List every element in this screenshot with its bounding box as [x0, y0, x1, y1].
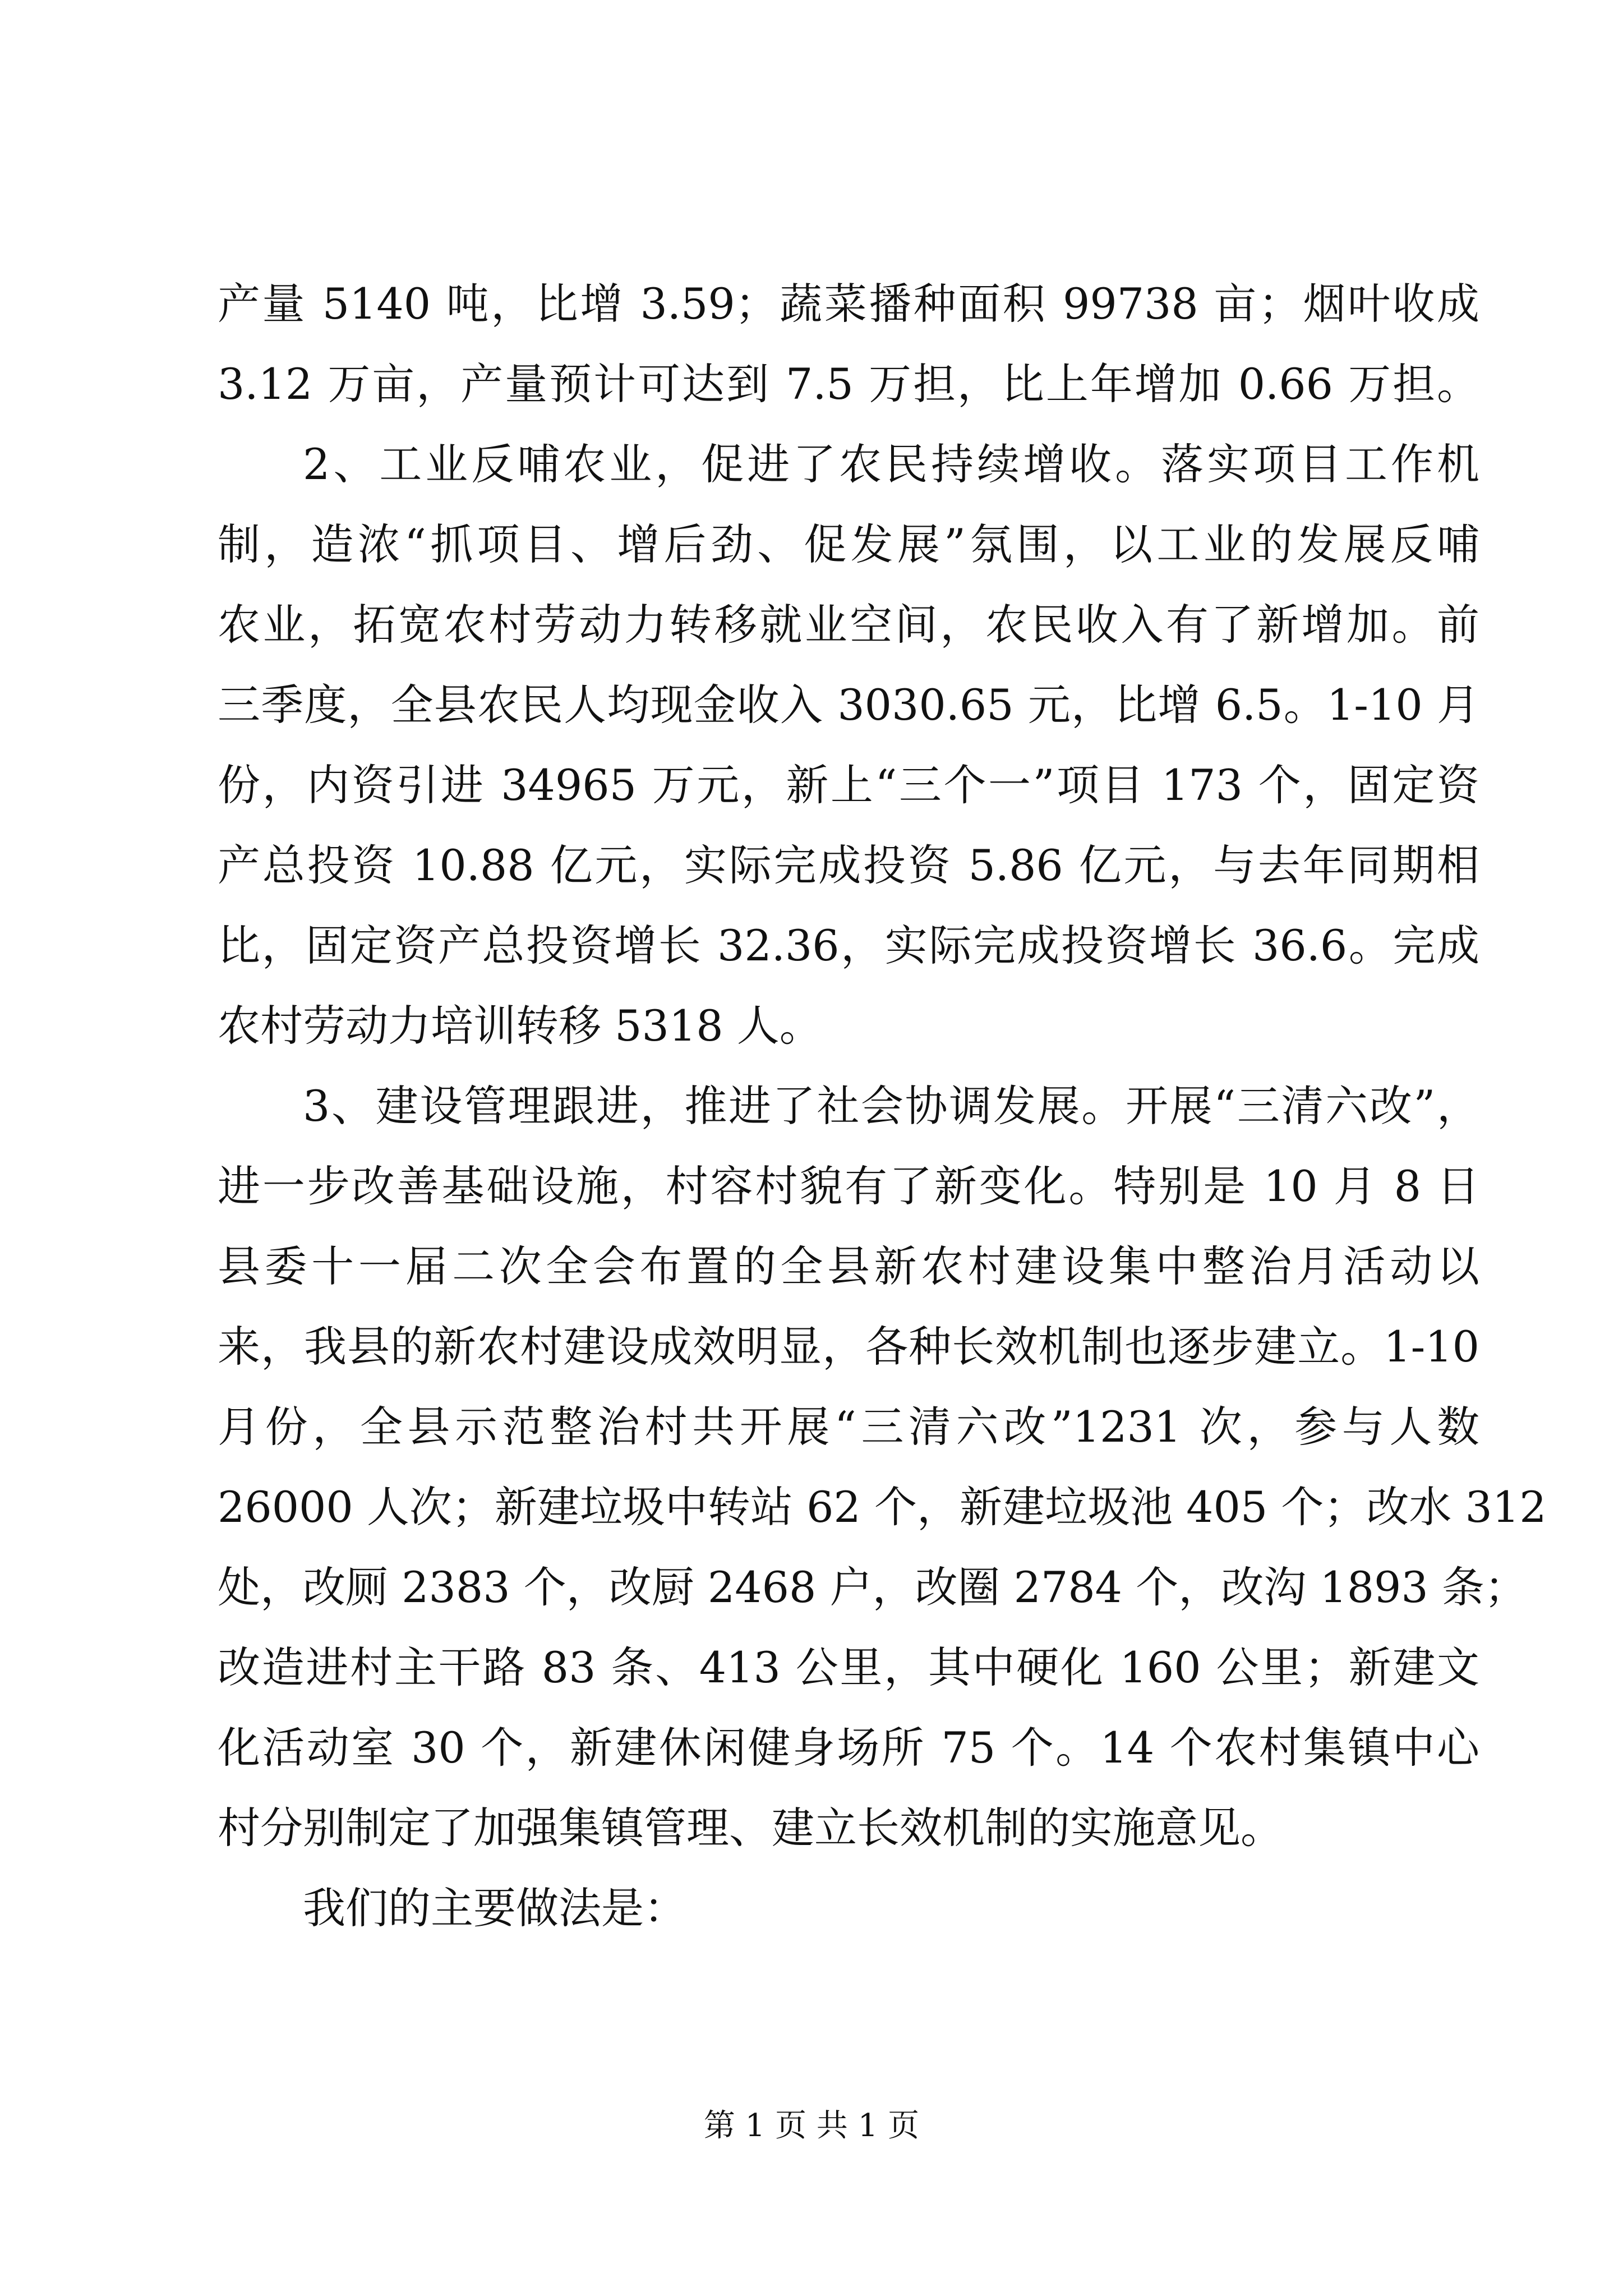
paragraph: [218, 1868, 1479, 1948]
text-line: 处，改厕 2383 个，改厨 2468 户，改圈 2784 个，改沟 1893 条；: [218, 1562, 1527, 1612]
text-line: 进一步改善基础设施，村容村貌有了新变化。特别是 10 月 8 日: [218, 1161, 1479, 1211]
text-line: 县委十一届二次全会布置的全县新农村建设集中整治月活动以: [218, 1241, 1479, 1291]
text-line: 农村劳动力培训转移 5318 人。: [218, 1001, 822, 1051]
text-line: 三季度，全县农民人均现金收入 3030.65 元，比增 6.5。1-10 月: [218, 680, 1479, 730]
text-line: 26000 人次；新建垃圾中转站 62 个，新建垃圾池 405 个；改水 312: [218, 1482, 1547, 1532]
text-line: 改造进村主干路 83 条、413 公里，其中硬化 160 公里；新建文: [218, 1642, 1479, 1692]
document-body: [218, 264, 1547, 1948]
text-line: 来，我县的新农村建设成效明显，各种长效机制也逐步建立。1-10: [218, 1322, 1479, 1372]
text-line: 比，固定资产总投资增长 32.36，实际完成投资增长 36.6。完成: [218, 921, 1479, 970]
text-line: 产量 5140 吨，比增 3.59；蔬菜播种面积 99738 亩；烟叶收成: [218, 279, 1479, 329]
text-line: 农业，拓宽农村劳动力转移就业空间，农民收入有了新增加。前: [218, 600, 1479, 650]
text-line: 2、工业反哺农业，促进了农民持续增收。落实项目工作机: [303, 439, 1479, 489]
text-line: 月份，全县示范整治村共开展“三清六改”1231 次，参与人数: [218, 1402, 1479, 1452]
paragraph: [218, 1066, 1547, 1868]
text-line: 村分别制定了加强集镇管理、建立长效机制的实施意见。: [218, 1803, 1283, 1853]
text-line: 份，内资引进 34965 万元，新上“三个一”项目 173 个，固定资: [218, 760, 1479, 810]
text-line: 产总投资 10.88 亿元，实际完成投资 5.86 亿元，与去年同期相: [218, 840, 1479, 890]
text-line: 化活动室 30 个，新建休闲健身场所 75 个。14 个农村集镇中心: [218, 1723, 1479, 1773]
paragraph: [218, 424, 1479, 1066]
text-line: 制，造浓“抓项目、增后劲、促发展”氛围，以工业的发展反哺: [218, 519, 1479, 569]
text-line: 我们的主要做法是：: [303, 1883, 686, 1933]
paragraph: [218, 264, 1479, 424]
page-number-footer: 第 1 页 共 1 页: [703, 2108, 920, 2144]
text-line: 3、建设管理跟进，推进了社会协调发展。开展“三清六改”，: [303, 1081, 1479, 1131]
text-line: 3.12 万亩，产量预计可达到 7.5 万担，比上年增加 0.66 万担。: [218, 359, 1479, 409]
